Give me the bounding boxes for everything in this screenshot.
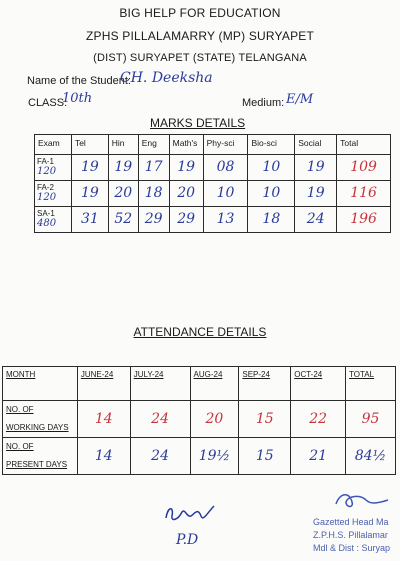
mark-value: 19 bbox=[114, 159, 133, 175]
class-label: CLASS: bbox=[28, 97, 68, 109]
student-name-label: Name of the Student: bbox=[27, 75, 131, 87]
mark-value: 24 bbox=[306, 211, 325, 227]
attendance-value: 15 bbox=[255, 411, 274, 427]
attendance-cell bbox=[239, 401, 291, 438]
stamp-line: Gazetted Head Ma bbox=[313, 517, 389, 527]
signature-initials: P.D bbox=[176, 532, 199, 548]
mark-value: 29 bbox=[177, 211, 196, 227]
attendance-value: 20 bbox=[205, 411, 224, 427]
row-label-line: WORKING DAYS bbox=[6, 423, 69, 432]
header-eng: Eng bbox=[138, 135, 169, 155]
mark-value: 17 bbox=[144, 159, 163, 175]
mark-cell bbox=[203, 181, 248, 207]
attendance-value: 19½ bbox=[198, 448, 231, 464]
total-value: 109 bbox=[350, 159, 377, 175]
attendance-title: ATTENDANCE DETAILS bbox=[133, 325, 267, 339]
mark-cell bbox=[295, 207, 337, 233]
header-aug: AUG-24 bbox=[190, 367, 239, 401]
mark-value: 10 bbox=[216, 185, 235, 201]
mark-value: 52 bbox=[114, 211, 133, 227]
attendance-cell bbox=[190, 438, 239, 475]
exam-cell bbox=[35, 207, 72, 233]
attendance-cell bbox=[130, 438, 190, 475]
header-phy-sci: Phy-sci bbox=[203, 135, 248, 155]
attendance-table bbox=[2, 366, 396, 475]
header-oct: OCT-24 bbox=[291, 367, 346, 401]
attendance-cell bbox=[190, 401, 239, 438]
exam-max: 480 bbox=[37, 218, 57, 229]
mark-cell bbox=[71, 207, 108, 233]
attendance-header-row bbox=[3, 367, 396, 401]
school-location: (DIST) SURYAPET (STATE) TELANGANA bbox=[93, 52, 307, 64]
table-row bbox=[35, 207, 391, 233]
mark-value: 13 bbox=[216, 211, 235, 227]
mark-value: 31 bbox=[80, 211, 99, 227]
headmaster-stamp bbox=[313, 516, 400, 555]
teacher-signature bbox=[160, 498, 220, 528]
exam-max: 120 bbox=[37, 192, 57, 203]
class-value: 10th bbox=[62, 91, 93, 106]
table-row bbox=[3, 438, 396, 475]
attendance-cell bbox=[130, 401, 190, 438]
working-days-label bbox=[3, 401, 78, 438]
header-exam: Exam bbox=[35, 135, 72, 155]
attendance-cell bbox=[291, 438, 346, 475]
mark-cell bbox=[169, 155, 203, 181]
total-cell bbox=[337, 207, 391, 233]
mark-cell bbox=[169, 181, 203, 207]
attendance-cell bbox=[291, 401, 346, 438]
attendance-value: 14 bbox=[94, 448, 113, 464]
total-value: 196 bbox=[350, 211, 377, 227]
header-total: Total bbox=[337, 135, 391, 155]
table-row bbox=[3, 401, 396, 438]
medium-value: E/M bbox=[286, 92, 314, 107]
table-row bbox=[35, 155, 391, 181]
header-maths: Math's bbox=[169, 135, 203, 155]
medium-label: Medium: bbox=[242, 97, 285, 109]
mark-value: 19 bbox=[306, 185, 325, 201]
total-cell bbox=[337, 155, 391, 181]
headmaster-signature bbox=[332, 488, 392, 512]
header-month: MONTH bbox=[3, 367, 78, 401]
header-total: TOTAL bbox=[346, 367, 396, 401]
mark-cell bbox=[108, 155, 138, 181]
mark-cell bbox=[108, 181, 138, 207]
mark-value: 18 bbox=[262, 211, 281, 227]
mark-value: 08 bbox=[216, 159, 235, 175]
row-label-line: NO. OF bbox=[6, 405, 34, 414]
attendance-cell bbox=[346, 438, 396, 475]
marks-table bbox=[34, 134, 391, 233]
attendance-cell bbox=[239, 438, 291, 475]
mark-value: 10 bbox=[262, 159, 281, 175]
exam-cell bbox=[35, 181, 72, 207]
mark-cell bbox=[138, 207, 169, 233]
mark-cell bbox=[203, 155, 248, 181]
header-sep: SEP-24 bbox=[239, 367, 291, 401]
header-june: JUNE-24 bbox=[77, 367, 130, 401]
attendance-value: 22 bbox=[309, 411, 328, 427]
header-tel: Tel bbox=[71, 135, 108, 155]
mark-cell bbox=[108, 207, 138, 233]
total-cell bbox=[337, 181, 391, 207]
mark-cell bbox=[248, 207, 295, 233]
mark-cell bbox=[248, 155, 295, 181]
mark-value: 19 bbox=[306, 159, 325, 175]
header-july: JULY-24 bbox=[130, 367, 190, 401]
mark-cell bbox=[203, 207, 248, 233]
total-value: 116 bbox=[350, 185, 377, 201]
school-org-title: BIG HELP FOR EDUCATION bbox=[119, 6, 281, 20]
mark-value: 19 bbox=[177, 159, 196, 175]
exam-label: SA-1 bbox=[37, 209, 55, 218]
mark-cell bbox=[295, 181, 337, 207]
mark-value: 29 bbox=[144, 211, 163, 227]
attendance-value: 14 bbox=[94, 411, 113, 427]
attendance-value: 15 bbox=[255, 448, 274, 464]
marks-header-row bbox=[35, 135, 391, 155]
exam-cell bbox=[35, 155, 72, 181]
exam-max: 120 bbox=[37, 166, 57, 177]
mark-value: 10 bbox=[262, 185, 281, 201]
mark-cell bbox=[295, 155, 337, 181]
attendance-cell bbox=[77, 401, 130, 438]
mark-cell bbox=[138, 181, 169, 207]
attendance-value: 21 bbox=[309, 448, 328, 464]
mark-cell bbox=[138, 155, 169, 181]
attendance-value: 24 bbox=[151, 448, 169, 464]
mark-value: 19 bbox=[80, 185, 99, 201]
mark-value: 19 bbox=[80, 159, 99, 175]
mark-value: 20 bbox=[177, 185, 196, 201]
mark-cell bbox=[71, 155, 108, 181]
header-hin: Hin bbox=[108, 135, 138, 155]
mark-value: 20 bbox=[114, 185, 133, 201]
mark-cell bbox=[248, 181, 295, 207]
header-bio-sci: Bio-sci bbox=[248, 135, 295, 155]
exam-label: FA-2 bbox=[37, 183, 54, 192]
attendance-value: 24 bbox=[151, 411, 169, 427]
mark-cell bbox=[71, 181, 108, 207]
school-name: ZPHS PILLALAMARRY (MP) SURYAPET bbox=[85, 29, 315, 43]
marks-title: MARKS DETAILS bbox=[150, 116, 246, 130]
mark-cell bbox=[169, 207, 203, 233]
attendance-cell bbox=[346, 401, 396, 438]
stamp-line: Z.P.H.S. Pillalamar bbox=[313, 530, 388, 540]
attendance-value: 84½ bbox=[354, 448, 387, 464]
attendance-cell bbox=[77, 438, 130, 475]
header-social: Social bbox=[295, 135, 337, 155]
row-label-line: PRESENT DAYS bbox=[6, 460, 68, 469]
present-days-label bbox=[3, 438, 78, 475]
stamp-line: Mdl & Dist : Suryap bbox=[313, 543, 391, 553]
exam-label: FA-1 bbox=[37, 157, 54, 166]
student-name-value: CH. Deeksha bbox=[120, 70, 213, 86]
row-label-line: NO. OF bbox=[6, 442, 34, 451]
table-row bbox=[35, 181, 391, 207]
attendance-value: 95 bbox=[361, 411, 380, 427]
mark-value: 18 bbox=[144, 185, 163, 201]
